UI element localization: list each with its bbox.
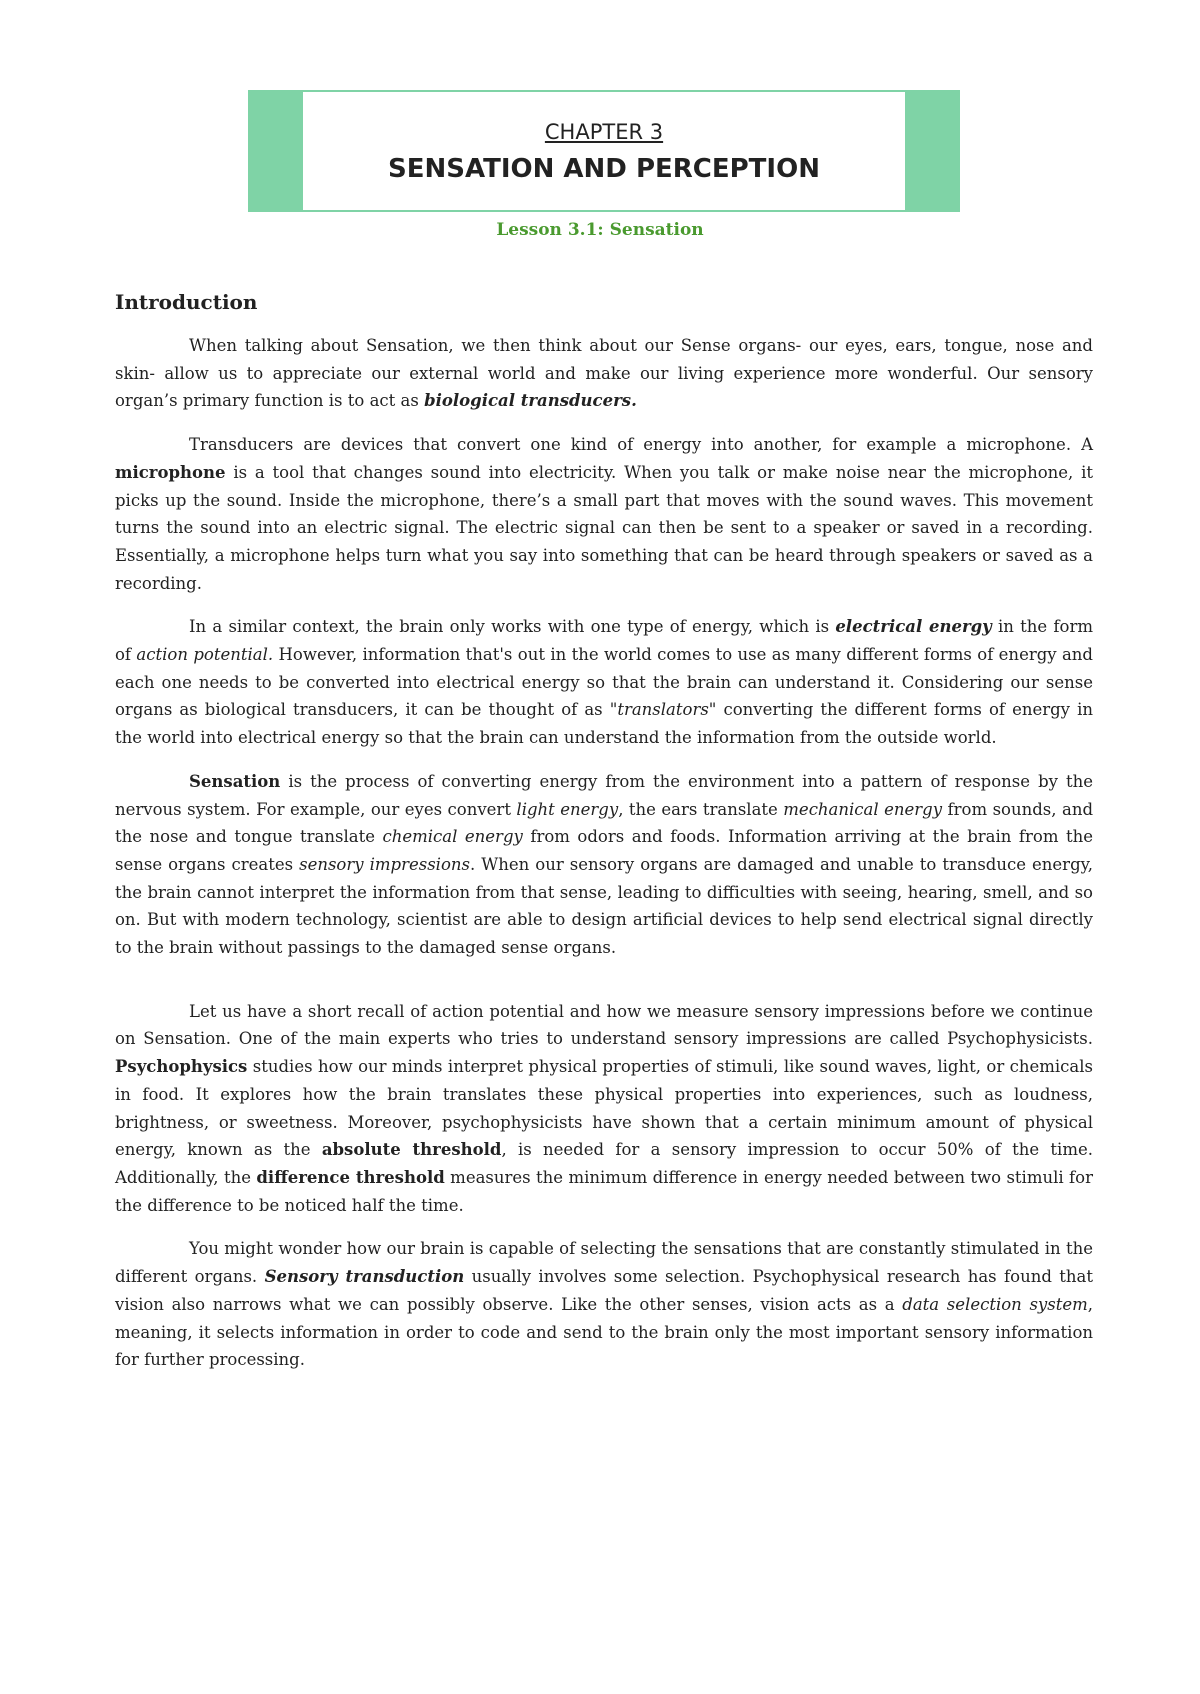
chapter-label: CHAPTER 3 bbox=[544, 120, 664, 144]
banner-rule-top bbox=[303, 90, 905, 92]
term-light-energy: light energy bbox=[516, 799, 619, 819]
document-body bbox=[115, 290, 1093, 1390]
paragraph-1: When talking about Sensation, we then think about our Sense organs- our eyes, ears, tongue, nose and skin- allow us to appreciate our external world and make our living experience more wonderful. Our sensory organ’s primary function is to act as biological transducers. bbox=[115, 336, 1093, 411]
paragraph-6: You might wonder how our brain is capable of selecting the sensations that are constantly stimulated in the different organs. Sensory transduction usually involves some selection. Psychophysical research has found that vision also narrows what we can possibly observe. Like the other senses, vision acts as a data selection system, meaning, it selects information in order to code and send to the brain only the most important sensory information for further processing. bbox=[115, 1239, 1094, 1370]
term-electrical-energy: electrical energy bbox=[835, 617, 992, 637]
section-heading: Introduction bbox=[115, 290, 258, 314]
term-data-selection-system: data selection system bbox=[902, 1294, 1088, 1314]
chapter-title: SENSATION AND PERCEPTION bbox=[388, 154, 820, 184]
paragraph-4: Sensation is the process of converting energy from the environment into a pattern of response by the nervous system. For example, our eyes convert light energy, the ears translate mechanical energy from sounds, and the nose and tongue translate chemical energy from odors and foods. Information arriving at the brain from the sense organs creates sensory impressions. When our sensory organs are damaged and unable to transduce energy, the brain cannot interpret the information from that sense, leading to difficulties with seeing, hearing, smell, and so on. But with modern technology, scientist are able to design artificial devices to help send electrical signal directly to the brain without passings to the damaged sense organs. bbox=[115, 771, 1094, 958]
term-microphone: microphone bbox=[115, 462, 226, 482]
term-sensory-impressions: sensory impressions bbox=[299, 854, 470, 874]
term-biological-transducers: biological transducers. bbox=[424, 391, 637, 411]
term-mechanical-energy: mechanical energy bbox=[783, 799, 943, 819]
banner-bar-right bbox=[905, 90, 960, 212]
term-psychophysics: Psychophysics bbox=[115, 1057, 248, 1077]
lesson-title: Lesson 3.1: Sensation bbox=[496, 220, 704, 240]
chapter-banner bbox=[248, 90, 960, 212]
term-difference-threshold: difference threshold bbox=[256, 1167, 445, 1187]
paragraph-3: In a similar context, the brain only works with one type of energy, which is electrical energy in the form of action potential. However, information that's out in the world comes to use as many different forms of energy and each one needs to be converted into electrical energy so that the brain can understand it. Considering our sense organs as biological transducers, it can be thought of as "translators" converting the different forms of energy in the world into electrical energy so that the brain can understand the information from the outside world. bbox=[115, 617, 1093, 748]
term-absolute-threshold: absolute threshold bbox=[321, 1140, 502, 1160]
banner-rule-bottom bbox=[303, 210, 905, 212]
term-action-potential: action potential. bbox=[136, 645, 274, 665]
paragraph-5: Let us have a short recall of action potential and how we measure sensory impressions before we continue on Sensation. One of the main experts who tries to understand sensory impressions are called Psychophysicists. Psychophysics studies how our minds interpret physical properties of stimuli, like sound waves, light, or chemicals in food. It explores how the brain translates these physical properties into experiences, such as loudness, brightness, or sweetness. Moreover, psychophysicists have shown that a certain minimum amount of physical energy, known as the absolute threshold, is needed for a sensory impression to occur 50% of the time. Additionally, the difference threshold measures the minimum difference in energy needed between two stimuli for the difference to be noticed half the time. bbox=[115, 1001, 1093, 1215]
term-sensory-transduction: Sensory transduction bbox=[264, 1267, 465, 1287]
term-translators: "translators" bbox=[609, 700, 717, 720]
paragraph-2: Transducers are devices that convert one kind of energy into another, for example a microphone. A microphone is a tool that changes sound into electricity. When you talk or make noise near the microphone, it picks up the sound. Inside the microphone, there’s a small part that moves with the sound waves. This movement turns the sound into an electric signal. The electric signal can then be sent to a speaker or saved in a recording. Essentially, a microphone helps turn what you say into something that can be heard through speakers or saved as a recording. bbox=[115, 435, 1093, 593]
banner-bar-left bbox=[248, 90, 303, 212]
term-chemical-energy: chemical energy bbox=[382, 827, 523, 847]
term-sensation: Sensation bbox=[189, 771, 281, 791]
